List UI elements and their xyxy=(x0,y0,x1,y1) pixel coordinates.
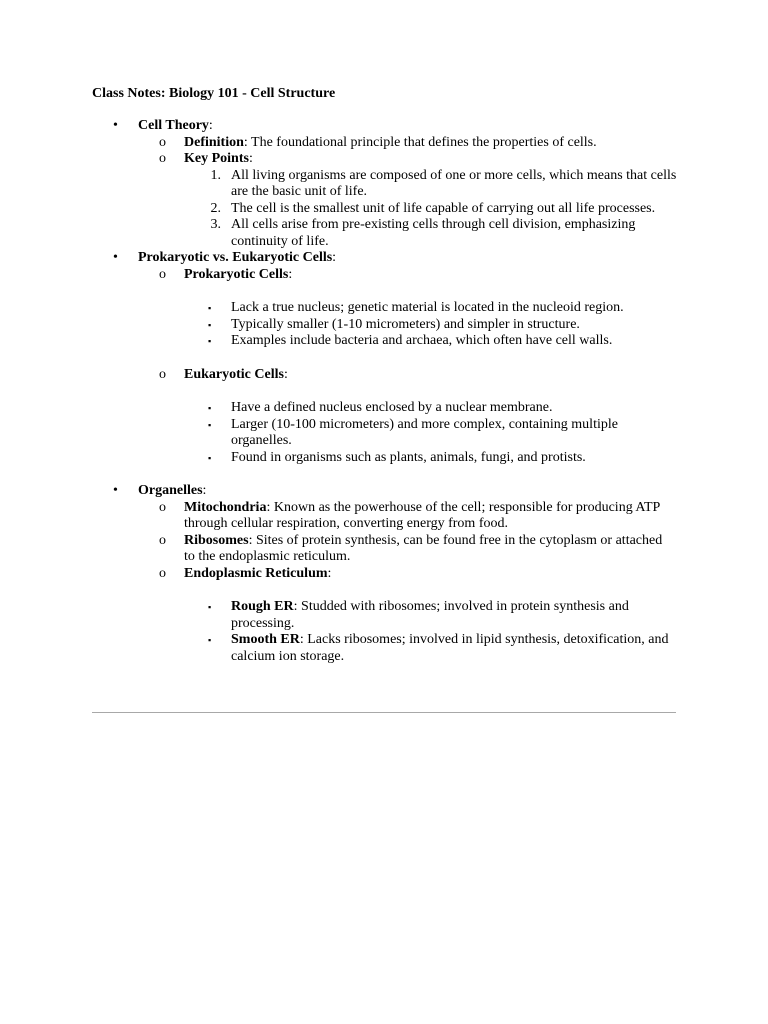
number-marker: 1. xyxy=(210,167,221,183)
term-label: Rough ER xyxy=(231,599,294,614)
page-title: Class Notes: Biology 101 - Cell Structure xyxy=(92,86,336,101)
definition-item xyxy=(0,135,768,152)
section-heading: Cell Theory xyxy=(138,118,209,133)
list-item xyxy=(0,317,768,334)
square-marker: ▪ xyxy=(208,635,212,645)
term-label: Endoplasmic Reticulum xyxy=(184,565,328,581)
term-colon: : xyxy=(283,366,288,382)
term-text: : The foundational principle that defines the properties of cells. xyxy=(243,134,597,150)
list-item xyxy=(0,168,768,201)
bullet-marker: • xyxy=(113,118,118,133)
section-heading: Prokaryotic vs. Eukaryotic Cells xyxy=(138,250,333,265)
section-cell-theory xyxy=(0,118,768,135)
square-marker: ▪ xyxy=(208,403,212,413)
list-item-text: All cells arise from pre-existing cells through cell division, emphasizing continuity of life. xyxy=(231,217,636,249)
section-organelles xyxy=(0,483,768,500)
square-marker: ▪ xyxy=(208,452,212,463)
term-label: Eukaryotic Cells xyxy=(184,366,284,382)
mitochondria-item xyxy=(0,500,768,533)
circle-marker: o xyxy=(159,366,166,382)
circle-marker: o xyxy=(159,134,166,150)
list-item-text: Typically smaller (1-10 micrometers) and simpler in structure. xyxy=(231,316,580,332)
term-colon: : xyxy=(327,565,332,581)
spacer xyxy=(0,350,768,367)
list-item-text: Larger (10-100 micrometers) and more complex, containing multiple organelles. xyxy=(231,416,618,448)
term-text: : Known as the powerhouse of the cell; responsible for producing ATP through cellular respiration, converting energy from food. xyxy=(184,499,660,531)
horizontal-rule xyxy=(92,712,676,713)
list-item-text: All living organisms are composed of one or more cells, which means that cells are the basic unit of life. xyxy=(231,167,677,199)
notes-content xyxy=(0,118,768,665)
spacer xyxy=(0,582,768,599)
term-colon: : xyxy=(248,151,253,166)
square-marker: ▪ xyxy=(208,419,212,430)
square-marker: ▪ xyxy=(208,336,212,346)
list-item-text: Examples include bacteria and archaea, which often have cell walls. xyxy=(231,333,613,348)
ribosomes-item xyxy=(0,533,768,566)
eukaryotic-item xyxy=(0,367,768,384)
list-item xyxy=(0,300,768,317)
term-label: Definition xyxy=(184,134,244,150)
spacer xyxy=(0,283,768,300)
list-item xyxy=(0,417,768,450)
term-label: Key Points xyxy=(184,151,249,166)
spacer xyxy=(0,383,768,400)
heading-colon: : xyxy=(208,118,213,133)
section-pro-eu xyxy=(0,250,768,267)
number-marker: 3. xyxy=(210,217,221,232)
section-heading: Organelles xyxy=(138,483,203,498)
heading-colon: : xyxy=(202,483,207,498)
list-item xyxy=(0,599,768,632)
term-colon: : xyxy=(288,266,293,282)
list-item-text: The cell is the smallest unit of life capable of carrying out all life processes. xyxy=(231,200,656,216)
circle-marker: o xyxy=(159,532,166,548)
heading-colon: : xyxy=(332,250,337,265)
list-item xyxy=(0,450,768,467)
circle-marker: o xyxy=(159,499,166,515)
list-item xyxy=(0,333,768,350)
term-label: Ribosomes xyxy=(184,532,249,548)
prokaryotic-item xyxy=(0,267,768,284)
spacer xyxy=(0,466,768,483)
bullet-marker: • xyxy=(113,483,118,498)
term-text: : Studded with ribosomes; involved in protein synthesis and processing. xyxy=(231,599,629,631)
list-item xyxy=(0,217,768,250)
list-item-text: Lack a true nucleus; genetic material is located in the nucleoid region. xyxy=(231,300,624,315)
key-points-item xyxy=(0,151,768,168)
term-label: Prokaryotic Cells xyxy=(184,266,289,282)
square-marker: ▪ xyxy=(208,602,212,612)
bullet-marker: • xyxy=(113,250,118,265)
er-item xyxy=(0,566,768,583)
list-item xyxy=(0,201,768,218)
square-marker: ▪ xyxy=(208,303,212,313)
list-item xyxy=(0,400,768,417)
square-marker: ▪ xyxy=(208,319,212,330)
term-label: Mitochondria xyxy=(184,499,267,515)
term-text: : Sites of protein synthesis, can be found free in the cytoplasm or attached to the endoplasmic reticulum. xyxy=(184,532,663,564)
term-text: : Lacks ribosomes; involved in lipid synthesis, detoxification, and calcium ion storage. xyxy=(231,632,669,664)
circle-marker: o xyxy=(159,565,166,581)
list-item-text: Found in organisms such as plants, animals, fungi, and protists. xyxy=(231,449,586,465)
list-item xyxy=(0,632,768,665)
term-label: Smooth ER xyxy=(231,632,300,647)
circle-marker: o xyxy=(159,266,166,282)
list-item-text: Have a defined nucleus enclosed by a nuclear membrane. xyxy=(231,400,553,415)
number-marker: 2. xyxy=(210,200,221,216)
circle-marker: o xyxy=(159,151,166,166)
